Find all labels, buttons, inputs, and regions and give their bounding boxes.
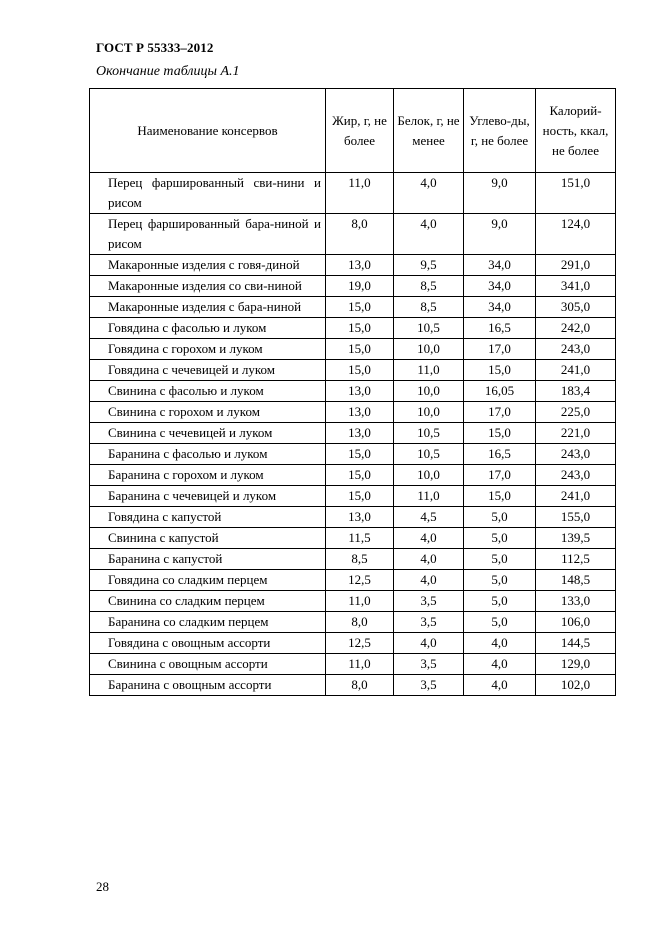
protein-cell: 3,5 [394,591,464,612]
calories-cell: 183,4 [536,381,616,402]
table-row [90,318,616,339]
column-header-protein: Белок, г, не менее [394,89,464,173]
table-row [90,423,616,444]
carbs-cell: 17,0 [464,339,536,360]
document-code: ГОСТ Р 55333–2012 [96,40,214,55]
calories-cell: 124,0 [536,214,616,255]
table-row [90,297,616,318]
product-name-cell: Говядина с чечевицей и луком [90,360,326,381]
calories-cell: 129,0 [536,654,616,675]
protein-cell: 8,5 [394,297,464,318]
fat-cell: 19,0 [326,276,394,297]
carbs-cell: 16,05 [464,381,536,402]
protein-cell: 10,0 [394,339,464,360]
fat-cell: 13,0 [326,402,394,423]
table-row [90,173,616,214]
product-name-cell: Баранина с капустой [90,549,326,570]
carbs-cell: 34,0 [464,255,536,276]
table-row [90,486,616,507]
table-row [90,402,616,423]
column-header-calories: Калорий-ность, ккал, не более [536,89,616,173]
table-row [90,675,616,696]
carbs-cell: 9,0 [464,173,536,214]
protein-cell: 4,0 [394,549,464,570]
carbs-cell: 34,0 [464,297,536,318]
table-row [90,570,616,591]
fat-cell: 8,5 [326,549,394,570]
fat-cell: 15,0 [326,360,394,381]
carbs-cell: 5,0 [464,528,536,549]
fat-cell: 8,0 [326,214,394,255]
product-name-cell: Баранина со сладким перцем [90,612,326,633]
protein-cell: 11,0 [394,360,464,381]
calories-cell: 242,0 [536,318,616,339]
table-row [90,255,616,276]
calories-cell: 155,0 [536,507,616,528]
product-name-cell: Баранина с горохом и луком [90,465,326,486]
column-header-name: Наименование консервов [90,89,326,173]
fat-cell: 15,0 [326,339,394,360]
protein-cell: 4,0 [394,173,464,214]
product-name-cell: Свинина с овощным ассорти [90,654,326,675]
carbs-cell: 17,0 [464,465,536,486]
fat-cell: 15,0 [326,486,394,507]
fat-cell: 15,0 [326,318,394,339]
product-name-cell: Перец фаршированный бара-ниной и рисом [90,214,326,255]
product-name-cell: Свинина с капустой [90,528,326,549]
calories-cell: 341,0 [536,276,616,297]
calories-cell: 112,5 [536,549,616,570]
protein-cell: 4,0 [394,570,464,591]
fat-cell: 8,0 [326,675,394,696]
calories-cell: 241,0 [536,360,616,381]
column-header-fat: Жир, г, не более [326,89,394,173]
product-name-cell: Свинина с фасолью и луком [90,381,326,402]
protein-cell: 3,5 [394,675,464,696]
calories-cell: 221,0 [536,423,616,444]
protein-cell: 3,5 [394,612,464,633]
calories-cell: 133,0 [536,591,616,612]
table-row [90,360,616,381]
calories-cell: 243,0 [536,465,616,486]
table-row [90,633,616,654]
fat-cell: 11,0 [326,173,394,214]
table-row [90,381,616,402]
protein-cell: 10,0 [394,381,464,402]
fat-cell: 13,0 [326,423,394,444]
table-row [90,549,616,570]
fat-cell: 15,0 [326,465,394,486]
protein-cell: 4,0 [394,528,464,549]
protein-cell: 4,5 [394,507,464,528]
product-name-cell: Свинина с горохом и луком [90,402,326,423]
table-row [90,612,616,633]
product-name-cell: Баранина с фасолью и луком [90,444,326,465]
table-body [90,173,616,696]
protein-cell: 8,5 [394,276,464,297]
table-row [90,444,616,465]
product-name-cell: Свинина со сладким перцем [90,591,326,612]
product-name-cell: Говядина с овощным ассорти [90,633,326,654]
product-name-cell: Говядина с горохом и луком [90,339,326,360]
protein-cell: 3,5 [394,654,464,675]
product-name-cell: Макаронные изделия с бара-ниной [90,297,326,318]
fat-cell: 11,0 [326,654,394,675]
carbs-cell: 34,0 [464,276,536,297]
carbs-cell: 5,0 [464,570,536,591]
product-name-cell: Баранина с чечевицей и луком [90,486,326,507]
carbs-cell: 5,0 [464,591,536,612]
page-number: 28 [96,879,109,894]
protein-cell: 10,0 [394,465,464,486]
table-row [90,339,616,360]
table-row [90,591,616,612]
fat-cell: 13,0 [326,255,394,276]
carbs-cell: 15,0 [464,486,536,507]
fat-cell: 15,0 [326,444,394,465]
nutrition-table [89,88,616,696]
product-name-cell: Свинина с чечевицей и луком [90,423,326,444]
calories-cell: 106,0 [536,612,616,633]
protein-cell: 10,5 [394,423,464,444]
column-header-carbs: Углево-ды, г, не более [464,89,536,173]
table-row [90,465,616,486]
fat-cell: 8,0 [326,612,394,633]
calories-cell: 243,0 [536,444,616,465]
product-name-cell: Макаронные изделия с говя-диной [90,255,326,276]
table-row [90,214,616,255]
table-row [90,528,616,549]
carbs-cell: 4,0 [464,675,536,696]
fat-cell: 11,5 [326,528,394,549]
calories-cell: 243,0 [536,339,616,360]
carbs-cell: 5,0 [464,549,536,570]
protein-cell: 4,0 [394,633,464,654]
calories-cell: 225,0 [536,402,616,423]
carbs-cell: 15,0 [464,360,536,381]
protein-cell: 10,0 [394,402,464,423]
table-row [90,654,616,675]
table-row [90,507,616,528]
protein-cell: 4,0 [394,214,464,255]
fat-cell: 12,5 [326,633,394,654]
calories-cell: 148,5 [536,570,616,591]
carbs-cell: 9,0 [464,214,536,255]
table-row [90,276,616,297]
protein-cell: 11,0 [394,486,464,507]
protein-cell: 10,5 [394,444,464,465]
calories-cell: 144,5 [536,633,616,654]
calories-cell: 139,5 [536,528,616,549]
calories-cell: 305,0 [536,297,616,318]
product-name-cell: Баранина с овощным ассорти [90,675,326,696]
carbs-cell: 5,0 [464,507,536,528]
protein-cell: 10,5 [394,318,464,339]
fat-cell: 15,0 [326,297,394,318]
calories-cell: 291,0 [536,255,616,276]
fat-cell: 11,0 [326,591,394,612]
calories-cell: 102,0 [536,675,616,696]
product-name-cell: Перец фаршированный сви-нини и рисом [90,173,326,214]
carbs-cell: 16,5 [464,318,536,339]
calories-cell: 241,0 [536,486,616,507]
product-name-cell: Говядина с фасолью и луком [90,318,326,339]
carbs-cell: 17,0 [464,402,536,423]
calories-cell: 151,0 [536,173,616,214]
table-header-row [90,89,616,173]
product-name-cell: Говядина со сладким перцем [90,570,326,591]
fat-cell: 12,5 [326,570,394,591]
product-name-cell: Говядина с капустой [90,507,326,528]
product-name-cell: Макаронные изделия со сви-ниной [90,276,326,297]
table-caption: Окончание таблицы А.1 [96,64,240,79]
carbs-cell: 16,5 [464,444,536,465]
fat-cell: 13,0 [326,381,394,402]
carbs-cell: 4,0 [464,654,536,675]
protein-cell: 9,5 [394,255,464,276]
carbs-cell: 5,0 [464,612,536,633]
carbs-cell: 15,0 [464,423,536,444]
carbs-cell: 4,0 [464,633,536,654]
fat-cell: 13,0 [326,507,394,528]
